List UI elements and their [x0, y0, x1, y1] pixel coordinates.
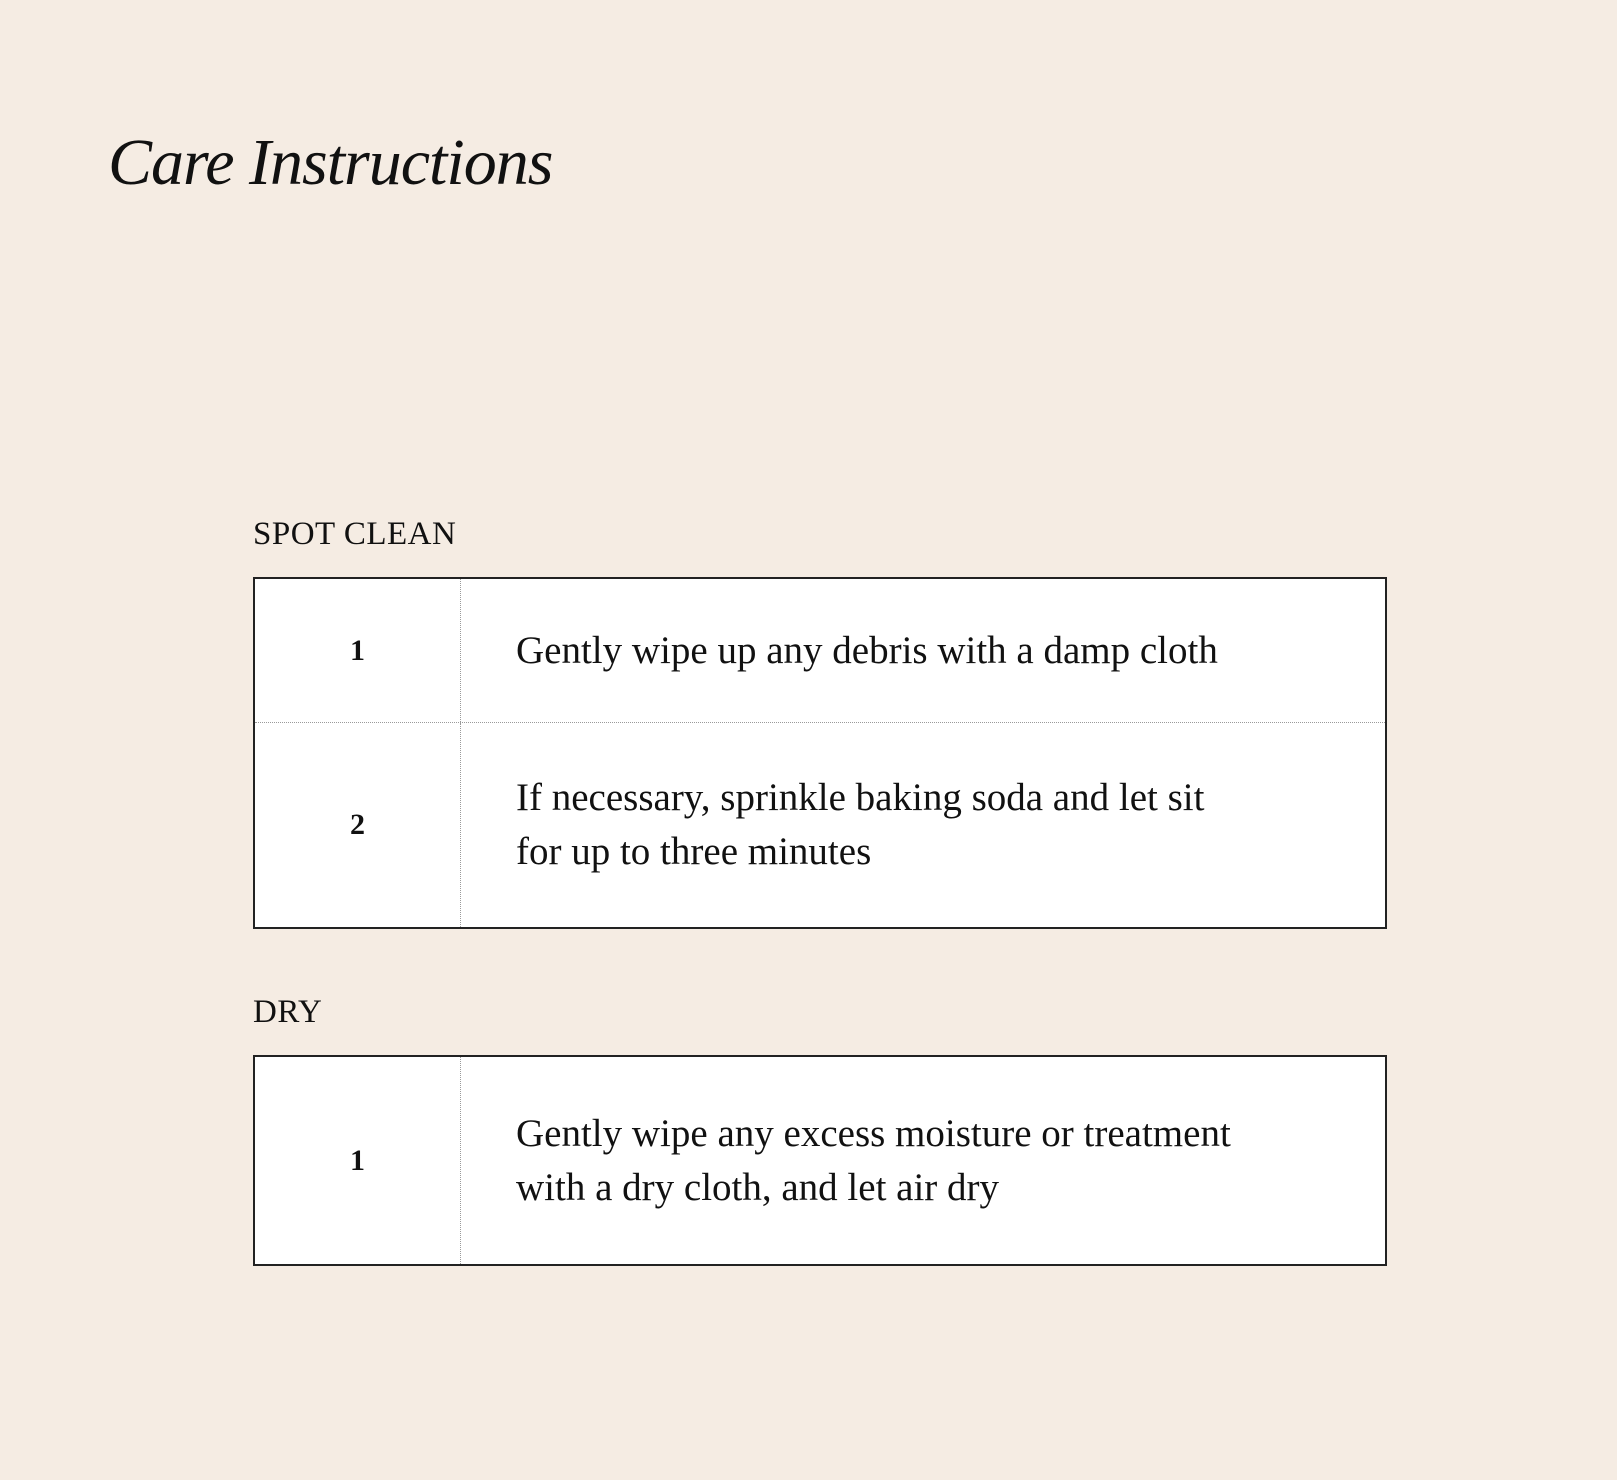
step-row: [255, 722, 1385, 927]
step-number: 1: [255, 579, 461, 722]
step-row: [255, 579, 1385, 722]
step-number: 2: [255, 723, 461, 927]
step-text-cell: [461, 723, 1385, 927]
step-text: If necessary, sprinkle baking soda and let sit for up to three minutes: [516, 776, 1205, 873]
section-heading-dry: DRY: [253, 994, 323, 1030]
section-spot-clean: [253, 518, 1387, 929]
step-text: Gently wipe any excess moisture or treatment with a dry cloth, and let air dry: [516, 1111, 1231, 1209]
page-title: Care Instructions: [108, 126, 553, 199]
step-text: Gently wipe up any debris with a damp cloth: [516, 628, 1218, 672]
step-number: 1: [255, 1057, 461, 1264]
dry-steps-table: [253, 1055, 1387, 1266]
spot-clean-steps-table: [253, 577, 1387, 929]
section-dry: [253, 996, 1387, 1266]
step-text-cell: [461, 579, 1385, 722]
section-heading-spot-clean: SPOT CLEAN: [253, 516, 457, 552]
step-row: [255, 1057, 1385, 1264]
step-text-cell: [461, 1057, 1385, 1264]
